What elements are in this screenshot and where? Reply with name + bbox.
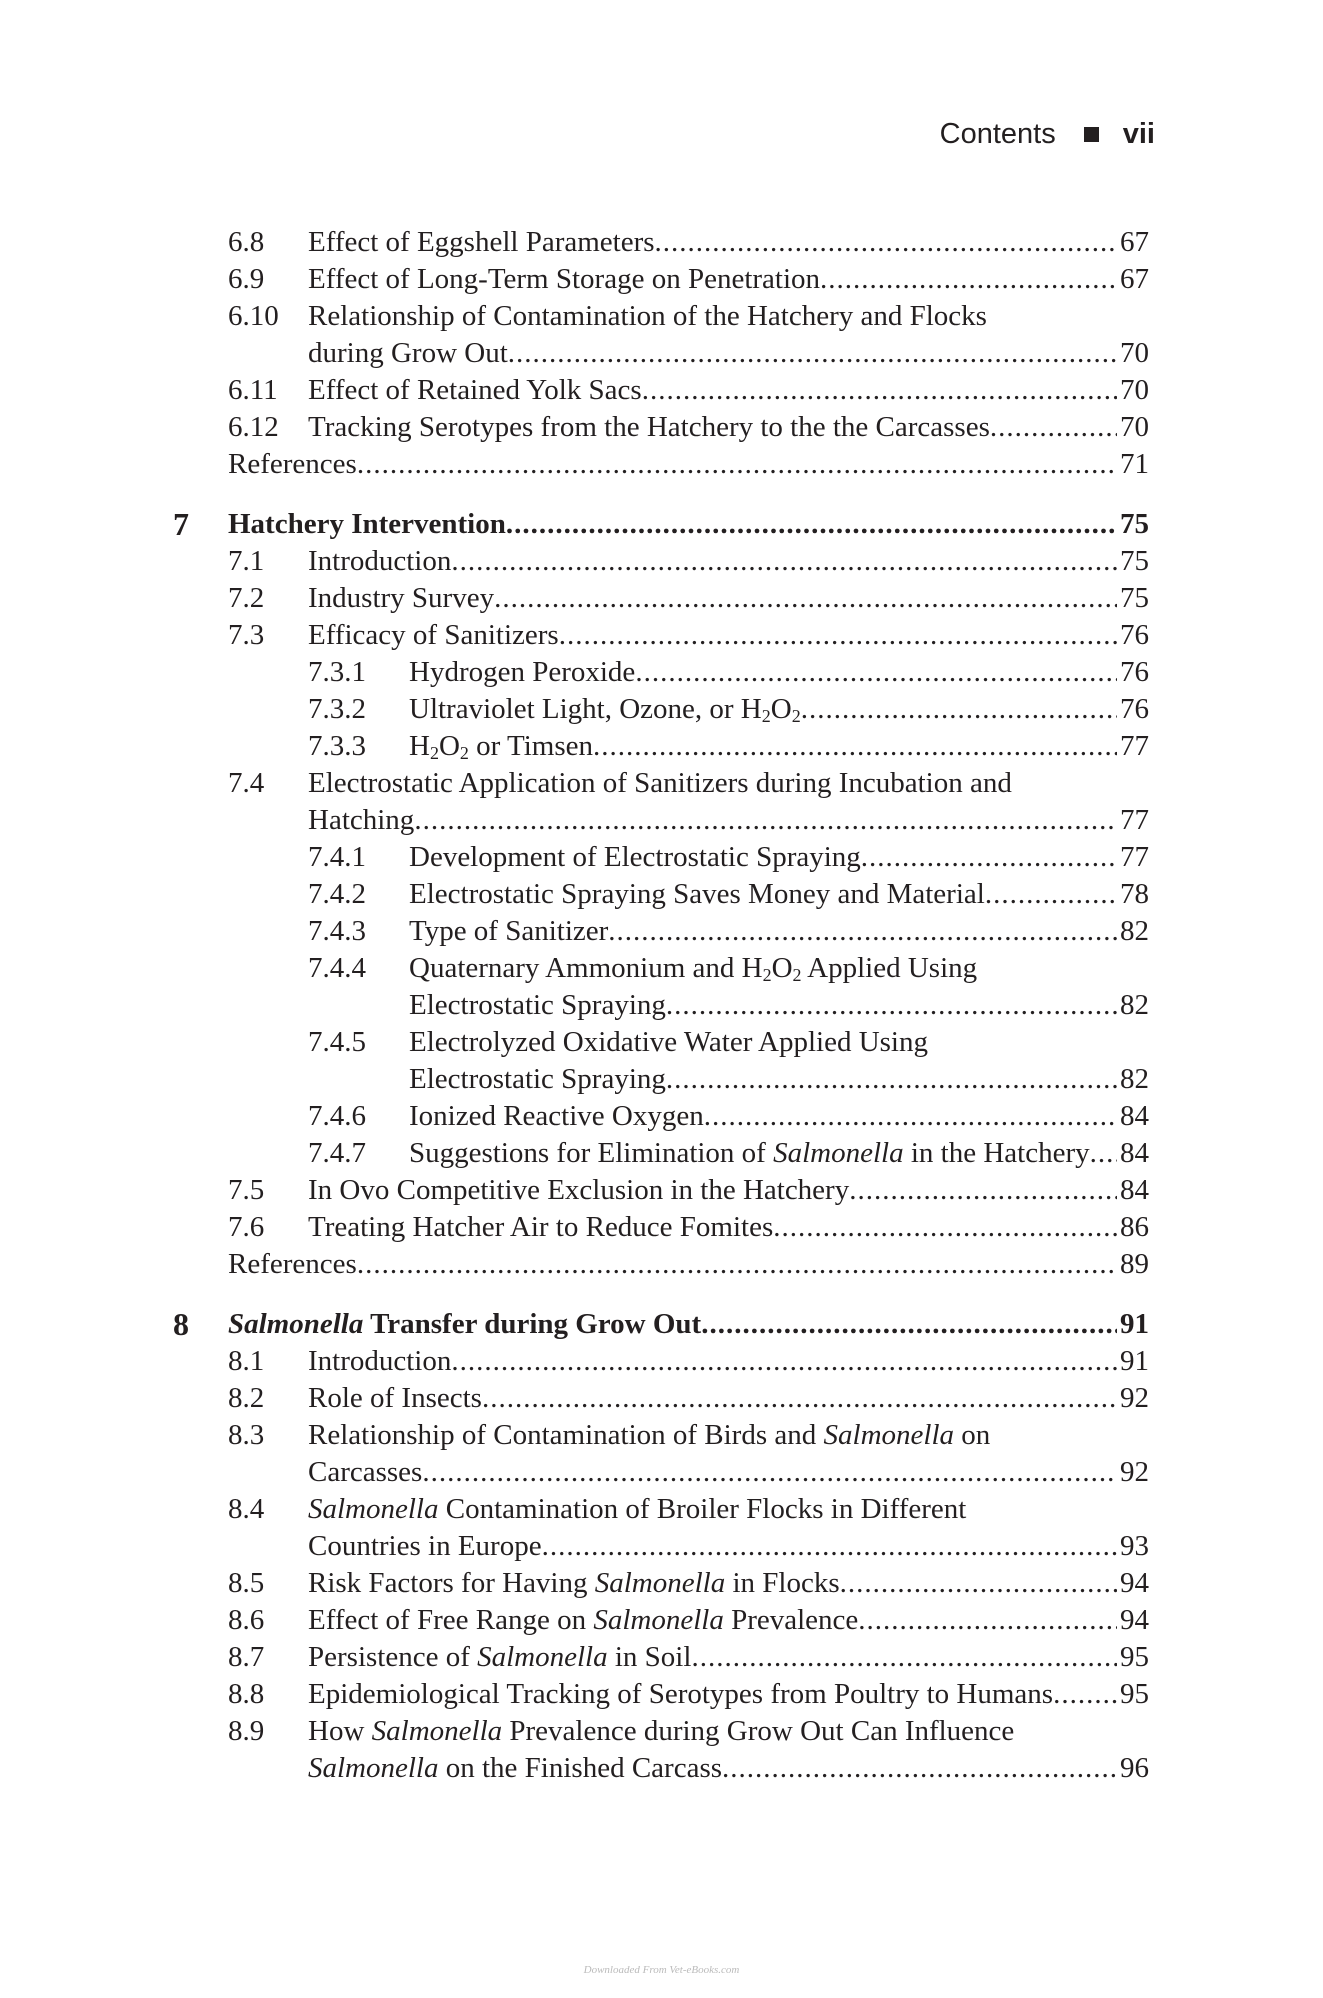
entry-number: 7.4.3: [308, 915, 366, 947]
chapter-title: Salmonella Transfer during Grow Out: [228, 1308, 702, 1340]
chapter-number: 8: [173, 1306, 189, 1342]
entry-number: 8.1: [228, 1345, 265, 1377]
entry-number: 7.2: [228, 582, 265, 614]
dot-leader: [858, 1602, 1117, 1638]
entry-page: 70: [1120, 411, 1149, 443]
toc-entry-6-12[interactable]: [0, 409, 1149, 445]
entry-title: Relationship of Contamination of Birds and Salmonella on: [308, 1419, 991, 1451]
dot-leader: [666, 1061, 1117, 1097]
entry-title: Salmonella on the Finished Carcass: [308, 1752, 723, 1784]
entry-title: Ionized Reactive Oxygen: [409, 1100, 704, 1132]
toc-entry-7-6[interactable]: [0, 1209, 1149, 1245]
dot-leader: [494, 580, 1117, 616]
dot-leader: [635, 654, 1117, 690]
toc-entry-7-4-7[interactable]: [0, 1135, 1149, 1171]
entry-title: Epidemiological Tracking of Serotypes from Poultry to Humans: [308, 1678, 1054, 1710]
entry-page: 91: [1120, 1345, 1149, 1377]
dot-leader: [985, 876, 1117, 912]
toc-entry-7-3-3[interactable]: [0, 728, 1149, 764]
entry-page: 75: [1120, 545, 1149, 577]
dot-leader: [506, 506, 1117, 542]
dot-leader: [840, 1565, 1117, 1601]
toc-entry-7-4[interactable]: [0, 765, 1149, 801]
entry-page: 92: [1120, 1382, 1149, 1414]
entry-title: How Salmonella Prevalence during Grow Out Can Influence: [308, 1715, 1015, 1747]
toc-entry-8-9-cont[interactable]: [0, 1750, 1149, 1786]
entry-number: 6.10: [228, 300, 279, 332]
toc-entry-references-7[interactable]: [0, 1246, 1149, 1282]
dot-leader: [1053, 1676, 1117, 1712]
toc-entry-7-4-4-cont[interactable]: [0, 987, 1149, 1023]
toc-entry-7-4-4[interactable]: [0, 950, 1149, 986]
toc-entry-7-4-cont[interactable]: [0, 802, 1149, 838]
entry-title: Hydrogen Peroxide: [409, 656, 636, 688]
entry-number: 7.4.1: [308, 841, 366, 873]
toc-entry-7-4-2[interactable]: [0, 876, 1149, 912]
entry-number: 7.3.3: [308, 730, 366, 762]
dot-leader: [773, 1209, 1117, 1245]
entry-title: Treating Hatcher Air to Reduce Fomites: [308, 1211, 774, 1243]
entry-number: 8.4: [228, 1493, 265, 1525]
toc-entry-7-4-3[interactable]: [0, 913, 1149, 949]
entry-page: 76: [1120, 619, 1149, 651]
dot-leader: [593, 728, 1117, 764]
entry-number: 7.4.6: [308, 1100, 366, 1132]
dot-leader: [508, 335, 1117, 371]
entry-page: 93: [1120, 1530, 1149, 1562]
entry-title: $H_2O_2$ or Timsen: [409, 730, 594, 763]
entry-number: 8.2: [228, 1382, 265, 1414]
entry-title: Effect of Free Range on Salmonella Prevalence: [308, 1604, 859, 1636]
entry-number: 6.11: [228, 374, 278, 406]
entry-page: 89: [1120, 1248, 1149, 1280]
toc-entry-7-4-5-cont[interactable]: [0, 1061, 1149, 1097]
entry-number: 6.12: [228, 411, 279, 443]
entry-page: 84: [1120, 1174, 1149, 1206]
entry-title: Suggestions for Elimination of Salmonella in the Hatchery: [409, 1137, 1090, 1169]
entry-title: Electrostatic Spraying Saves Money and Material: [409, 878, 985, 910]
watermark: Downloaded From Vet-eBooks.com: [583, 1964, 740, 1976]
dot-leader: [801, 691, 1117, 727]
entry-number: 8.8: [228, 1678, 265, 1710]
entry-number: 7.4.4: [308, 952, 366, 984]
entry-title: Tracking Serotypes from the Hatchery to the the Carcasses: [308, 411, 990, 443]
entry-title: Relationship of Contamination of the Hatchery and Flocks: [308, 300, 987, 332]
entry-title: Development of Electrostatic Spraying: [409, 841, 861, 873]
chapter-number: 7: [173, 506, 189, 542]
entry-title: during Grow Out: [308, 337, 508, 369]
entry-title: Electrolyzed Oxidative Water Applied Using: [409, 1026, 928, 1058]
entry-title: Electrostatic Spraying: [409, 989, 666, 1021]
dot-leader: [559, 617, 1117, 653]
dot-leader: [414, 802, 1117, 838]
dot-leader: [820, 261, 1117, 297]
entry-number: 7.3: [228, 619, 265, 651]
dot-leader: [357, 1246, 1117, 1282]
entry-number: 6.8: [228, 226, 265, 258]
entry-title: References: [228, 1248, 357, 1280]
chapter-page: 91: [1120, 1308, 1149, 1340]
toc-entry-8-1[interactable]: [0, 1343, 1149, 1379]
entry-title: Type of Sanitizer: [409, 915, 609, 947]
entry-number: 8.6: [228, 1604, 265, 1636]
dot-leader: [357, 446, 1117, 482]
dot-leader: [704, 1098, 1117, 1134]
entry-page: 67: [1120, 263, 1149, 295]
entry-page: 82: [1120, 989, 1149, 1021]
entry-title: Countries in Europe: [308, 1530, 542, 1562]
dot-leader: [990, 409, 1117, 445]
toc-entry-7-4-5[interactable]: [0, 1024, 1149, 1060]
toc-entry-8-9[interactable]: [0, 1713, 1149, 1749]
entry-title: Introduction: [308, 545, 452, 577]
dot-leader: [849, 1172, 1117, 1208]
dot-leader: [1090, 1135, 1117, 1171]
running-head-section: Contents: [939, 117, 1056, 150]
entry-page: 77: [1120, 804, 1149, 836]
toc-entry-8-4[interactable]: [0, 1491, 1149, 1527]
entry-number: 7.1: [228, 545, 265, 577]
entry-title: Role of Insects: [308, 1382, 482, 1414]
dot-leader: [451, 543, 1117, 579]
toc-entry-6-8[interactable]: [0, 224, 1149, 260]
dot-leader: [482, 1380, 1117, 1416]
entry-title: Risk Factors for Having Salmonella in Flocks: [308, 1567, 840, 1599]
dot-leader: [451, 1343, 1117, 1379]
entry-title: Industry Survey: [308, 582, 495, 614]
entry-page: 75: [1120, 582, 1149, 614]
entry-title: References: [228, 448, 357, 480]
entry-title: Introduction: [308, 1345, 452, 1377]
entry-page: 95: [1120, 1641, 1149, 1673]
toc-entry-8-7[interactable]: [0, 1639, 1149, 1675]
toc-entry-6-11[interactable]: [0, 372, 1149, 408]
entry-number: 8.5: [228, 1567, 265, 1599]
entry-title: Electrostatic Spraying: [409, 1063, 666, 1095]
toc-entry-8-8[interactable]: [0, 1676, 1149, 1712]
entry-number: 7.4.5: [308, 1026, 366, 1058]
entry-page: 94: [1120, 1567, 1149, 1599]
entry-title: Hatching: [308, 804, 415, 836]
toc-entry-8-3[interactable]: [0, 1417, 1149, 1453]
toc-entry-6-9[interactable]: [0, 261, 1149, 297]
entry-title: In Ovo Competitive Exclusion in the Hatchery: [308, 1174, 850, 1206]
toc-entry-8-6[interactable]: [0, 1602, 1149, 1638]
dot-leader: [422, 1454, 1117, 1490]
toc-entry-7-3-2[interactable]: [0, 691, 1149, 727]
chapter-page: 75: [1120, 508, 1149, 540]
page-number: vii: [1122, 117, 1155, 150]
toc-chapter-8[interactable]: [0, 1306, 1149, 1342]
entry-title: Carcasses: [308, 1456, 423, 1488]
toc-entry-7-4-1[interactable]: [0, 839, 1149, 875]
entry-page: 77: [1120, 730, 1149, 762]
entry-number: 6.9: [228, 263, 265, 295]
entry-page: 78: [1120, 878, 1149, 910]
entry-page: 82: [1120, 1063, 1149, 1095]
entry-title: Electrostatic Application of Sanitizers during Incubation and: [308, 767, 1012, 799]
entry-page: 67: [1120, 226, 1149, 258]
dot-leader: [722, 1750, 1117, 1786]
entry-number: 8.3: [228, 1419, 265, 1451]
entry-number: 7.4.7: [308, 1137, 366, 1169]
dot-leader: [655, 224, 1117, 260]
entry-number: 7.3.2: [308, 693, 366, 725]
entry-page: 96: [1120, 1752, 1149, 1784]
entry-page: 94: [1120, 1604, 1149, 1636]
dot-leader: [701, 1306, 1117, 1342]
entry-page: 77: [1120, 841, 1149, 873]
entry-number: 7.4.2: [308, 878, 366, 910]
entry-page: 95: [1120, 1678, 1149, 1710]
entry-title: Effect of Eggshell Parameters: [308, 226, 655, 258]
entry-number: 7.3.1: [308, 656, 366, 688]
entry-page: 92: [1120, 1456, 1149, 1488]
dot-leader: [542, 1528, 1117, 1564]
dot-leader: [642, 372, 1117, 408]
running-head: [940, 114, 1155, 154]
toc-entry-8-3-cont[interactable]: [0, 1454, 1149, 1490]
entry-page: 76: [1120, 656, 1149, 688]
entry-page: 71: [1120, 448, 1149, 480]
entry-page: 82: [1120, 915, 1149, 947]
entry-title: Persistence of Salmonella in Soil: [308, 1641, 692, 1673]
square-bullet-icon: [1084, 127, 1099, 142]
toc-entry-8-2[interactable]: [0, 1380, 1149, 1416]
dot-leader: [666, 987, 1117, 1023]
chapter-title: Hatchery Intervention: [228, 508, 506, 540]
toc-entry-7-2[interactable]: [0, 580, 1149, 616]
entry-page: 84: [1120, 1100, 1149, 1132]
entry-page: 70: [1120, 374, 1149, 406]
toc-entry-6-10[interactable]: [0, 298, 1149, 334]
toc-chapter-7[interactable]: [0, 506, 1149, 542]
dot-leader: [861, 839, 1117, 875]
toc-entry-7-3-1[interactable]: [0, 654, 1149, 690]
entry-number: 7.4: [228, 767, 265, 799]
entry-page: 70: [1120, 337, 1149, 369]
entry-number: 8.9: [228, 1715, 265, 1747]
entry-title: Effect of Retained Yolk Sacs: [308, 374, 642, 406]
toc-entry-8-4-cont[interactable]: [0, 1528, 1149, 1564]
entry-page: 84: [1120, 1137, 1149, 1169]
entry-title: Effect of Long-Term Storage on Penetration: [308, 263, 821, 295]
entry-number: 7.5: [228, 1174, 265, 1206]
entry-page: 86: [1120, 1211, 1149, 1243]
dot-leader: [691, 1639, 1117, 1675]
toc-entry-8-5[interactable]: [0, 1565, 1149, 1601]
toc-entry-7-4-6[interactable]: [0, 1098, 1149, 1134]
toc-entry-7-5[interactable]: [0, 1172, 1149, 1208]
entry-page: 76: [1120, 693, 1149, 725]
entry-title: Quaternary Ammonium and $H_2O_2$ Applied Using: [409, 952, 978, 985]
dot-leader: [608, 913, 1117, 949]
toc-entry-6-10-cont[interactable]: [0, 335, 1149, 371]
entry-title: Ultraviolet Light, Ozone, or $H_2O_2$: [409, 693, 801, 726]
toc-entry-7-1[interactable]: [0, 543, 1149, 579]
entry-title: Salmonella Contamination of Broiler Flocks in Different: [308, 1493, 967, 1525]
entry-number: 7.6: [228, 1211, 265, 1243]
toc-entry-references-6[interactable]: [0, 446, 1149, 482]
toc-entry-7-3[interactable]: [0, 617, 1149, 653]
entry-title: Efficacy of Sanitizers: [308, 619, 559, 651]
entry-number: 8.7: [228, 1641, 265, 1673]
